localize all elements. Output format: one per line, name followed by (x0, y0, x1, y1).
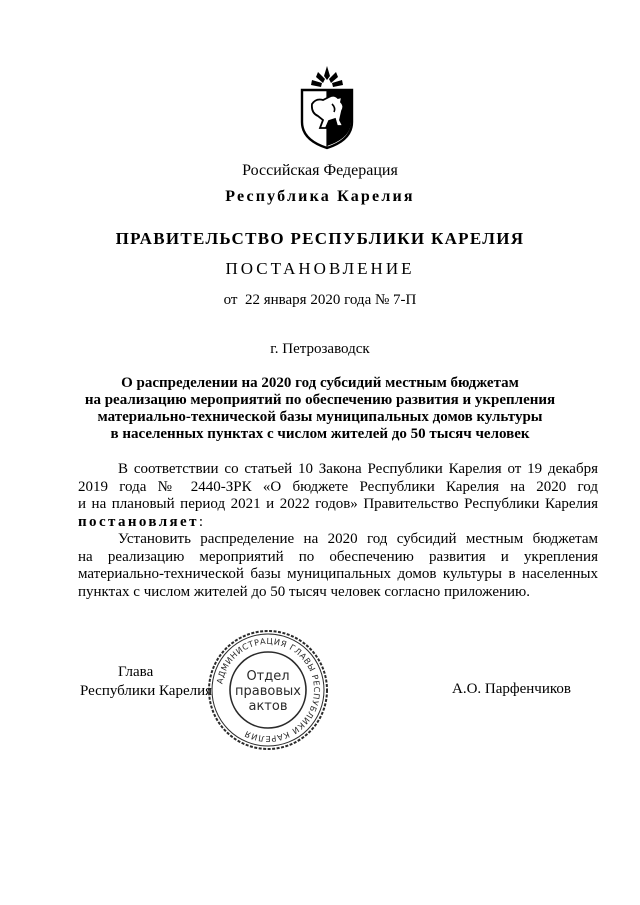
signatory-title-line: Республики Карелия (80, 683, 213, 699)
official-stamp (206, 628, 330, 752)
decree-colon: : (198, 513, 204, 530)
republic-name: Республика Карелия (225, 188, 415, 205)
signatory-title (80, 663, 220, 701)
stamp-center-line: Отдел (246, 669, 290, 684)
decree-word: постановляет (78, 513, 199, 530)
stamp-ring-text: АДМИНИСТРАЦИЯ ГЛАВЫ РЕСПУБЛИКИ КАРЕЛИЯ (214, 635, 323, 745)
country-name: Российская Федерация (242, 162, 398, 179)
paragraph-line: В соответствии со статьей 10 Закона Республики Карелия от 19 декабря (118, 461, 598, 477)
signatory-title-line: Глава (118, 664, 154, 680)
title-line: материально-технической базы муниципальных домов культуры (97, 409, 543, 425)
resolution-paragraph (78, 531, 598, 601)
government-title: ПРАВИТЕЛЬСТВО РЕСПУБЛИКИ КАРЕЛИЯ (115, 229, 525, 248)
title-line: О распределении на 2020 год субсидий местным бюджетам (121, 375, 519, 391)
karelia-coat-of-arms-icon (296, 64, 358, 150)
stamp-center-line: правовых (235, 684, 301, 699)
document-date: от 22 января 2020 года № 7-П (223, 292, 417, 308)
title-line: на реализацию мероприятий по обеспечению развития и укрепления (84, 392, 556, 408)
title-line: в населенных пунктах с числом жителей до 50 тысяч человек (110, 426, 530, 442)
paragraph-line: 2019 года № 2440-ЗРК «О бюджете Республики Карелия на 2020 год (78, 478, 598, 495)
paragraph-line: на реализацию мероприятий по обеспечению развития и укрепления (78, 548, 598, 565)
decree-line (78, 514, 598, 532)
paragraph-line: Установить распределение на 2020 год субсидий местным бюджетам (118, 531, 598, 547)
paragraph-line: материально-технической базы муниципальных домов культуры в населенных (78, 566, 598, 582)
document-type: ПОСТАНОВЛЕНИЕ (225, 259, 415, 278)
document-title (0, 375, 640, 443)
paragraph-line: пунктах с числом жителей до 50 тысяч человек согласно приложению. (78, 583, 531, 600)
document-city: г. Петрозаводск (270, 341, 370, 357)
signatory-name: А.О. Парфенчиков (452, 681, 571, 697)
stamp-center-line: актов (248, 699, 288, 714)
preamble-paragraph (78, 461, 598, 531)
paragraph-line: и на плановый период 2021 и 2022 годов» Правительство Республики Карелия (78, 496, 598, 512)
